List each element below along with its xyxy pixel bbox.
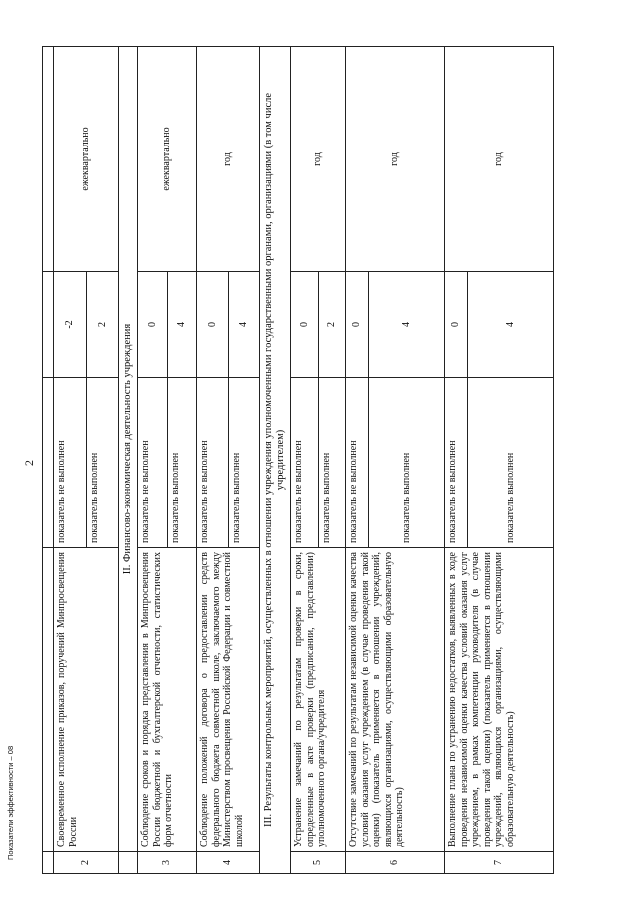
criterion-label: показатель выполнен bbox=[369, 378, 445, 548]
period: ежеквартально bbox=[54, 47, 119, 272]
table-row bbox=[291, 47, 319, 874]
indicator-text: Отсутствие замечаний по результатам независимой оценки качества условий оказания услуг учреждением (в случае проведения такой оценки) (показатель применяется в отношении учреждений, являющихся организациями, осуществляющими образовательную деятельность) bbox=[346, 548, 445, 852]
row-number: 5 bbox=[291, 852, 346, 874]
indicator-text: Соблюдение положений договора о предоставлении средств федерального бюджета совместной школе, заключаемого между Министерством просвещения Российской Федерации и совместной школой bbox=[197, 548, 260, 852]
section-row bbox=[260, 47, 291, 874]
table-row bbox=[197, 47, 229, 874]
period: год bbox=[445, 47, 554, 272]
criterion-label: показатель не выполнен bbox=[54, 378, 87, 548]
rotated-document bbox=[42, 47, 602, 874]
criterion-value: 0 bbox=[197, 272, 229, 378]
period: год bbox=[346, 47, 445, 272]
period: год bbox=[291, 47, 346, 272]
indicator-text: Соблюдение сроков и порядка представления в Минпросвещения России бюджетной и бухгалтерской отчетности, статистических форм отчетности bbox=[138, 548, 197, 852]
criterion-label: показатель выполнен bbox=[468, 378, 554, 548]
section-row bbox=[119, 47, 138, 874]
criterion-value: 4 bbox=[228, 272, 260, 378]
table-row bbox=[346, 47, 369, 874]
criterion-label: показатель выполнен bbox=[167, 378, 197, 548]
criterion-value: 0 bbox=[346, 272, 369, 378]
criterion-label: показатель не выполнен bbox=[197, 378, 229, 548]
row-number: 7 bbox=[445, 852, 554, 874]
criterion-value: 2 bbox=[86, 272, 119, 378]
page-footer: Показатели эффективности – 08 bbox=[6, 745, 15, 860]
table-top-spacer bbox=[43, 47, 54, 874]
indicator-text: Своевременное исполнение приказов, поручений Минпросвещения России bbox=[54, 548, 119, 852]
criterion-label: показатель не выполнен bbox=[346, 378, 369, 548]
table-row bbox=[54, 47, 87, 874]
period: год bbox=[197, 47, 260, 272]
row-number: 6 bbox=[346, 852, 445, 874]
indicator-text: Выполнение плана по устранению недостатков, выявленных в ходе проведения независимой оценки качества условий оказания услуг учреждением, в рамках компетенции руководителя (в случае проведения такой оценки) (показатель применяется в отношении учреждений, являющихся организациями, осуществляющими образовательную деятельность) bbox=[445, 548, 554, 852]
criterion-label: показатель не выполнен bbox=[138, 378, 168, 548]
criterion-value: 0 bbox=[445, 272, 468, 378]
section-title: III. Результаты контрольных мероприятий, осуществленных в отношении учреждения уполномоченными государственными органами, организациями (в том числе учредителем) bbox=[260, 47, 291, 874]
criterion-value: 4 bbox=[167, 272, 197, 378]
criterion-label: показатель не выполнен bbox=[291, 378, 319, 548]
criterion-label: показатель выполнен bbox=[318, 378, 346, 548]
criterion-value: 2 bbox=[318, 272, 346, 378]
table-row bbox=[138, 47, 168, 874]
criterion-value: 4 bbox=[369, 272, 445, 378]
row-number: 3 bbox=[138, 852, 197, 874]
criterion-value: 0 bbox=[138, 272, 168, 378]
indicator-text: Устранение замечаний по результатам проверки в сроки, определенные в акте проверки (предписании, представлении) уполномоченного органа/учредителя bbox=[291, 548, 346, 852]
period: ежеквартально bbox=[138, 47, 197, 272]
criterion-label: показатель не выполнен bbox=[445, 378, 468, 548]
row-number: 4 bbox=[197, 852, 260, 874]
criterion-label: показатель выполнен bbox=[86, 378, 119, 548]
section-title: II. Финансово-экономическая деятельность учреждения bbox=[119, 47, 138, 852]
table-row bbox=[445, 47, 468, 874]
criterion-value: 4 bbox=[468, 272, 554, 378]
criterion-value: -2 bbox=[54, 272, 87, 378]
efficiency-indicators-table bbox=[42, 46, 554, 874]
page-number: 2 bbox=[22, 460, 36, 466]
row-number: 2 bbox=[54, 852, 119, 874]
criterion-value: 0 bbox=[291, 272, 319, 378]
criterion-label: показатель выполнен bbox=[228, 378, 260, 548]
